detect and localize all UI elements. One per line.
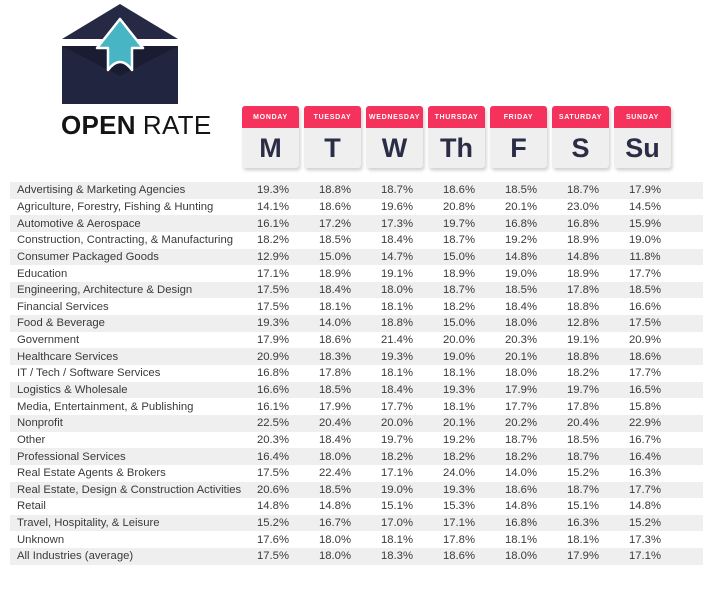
open-rate-value: 18.7%	[504, 433, 538, 446]
open-rate-value: 17.1%	[628, 550, 662, 563]
day-card-sunday	[614, 106, 671, 168]
open-rate-value: 16.8%	[256, 367, 290, 380]
open-rate-value: 18.1%	[442, 367, 476, 380]
open-rate-value: 18.2%	[380, 450, 414, 463]
open-rate-value: 18.0%	[504, 317, 538, 330]
open-rate-value: 20.4%	[566, 417, 600, 430]
open-rate-value: 16.8%	[504, 217, 538, 230]
open-rate-value: 19.3%	[442, 384, 476, 396]
weekday-header-row	[242, 106, 671, 168]
day-abbr-label: S	[571, 132, 590, 163]
open-rate-value: 17.5%	[256, 300, 290, 313]
open-rate-value: 14.1%	[256, 200, 290, 213]
open-rate-value: 18.2%	[566, 367, 600, 380]
open-rate-value: 19.1%	[566, 334, 600, 347]
industry-label: Real Estate, Design & Construction Activities	[17, 483, 242, 496]
open-rate-value: 20.3%	[504, 334, 538, 347]
day-name-label: SATURDAY	[552, 106, 609, 128]
industry-label: Agriculture, Forestry, Fishing & Hunting	[17, 200, 214, 213]
open-rate-value: 17.8%	[566, 284, 600, 297]
open-rate-value: 20.1%	[504, 350, 538, 363]
open-rate-value: 17.5%	[256, 467, 290, 480]
open-rate-value: 18.1%	[566, 533, 600, 546]
open-rate-value: 18.5%	[318, 234, 352, 247]
table-row	[10, 182, 703, 199]
open-rate-value: 17.9%	[318, 400, 352, 413]
industry-label: All Industries (average)	[17, 550, 134, 563]
industry-label: Consumer Packaged Goods	[17, 250, 159, 263]
day-abbr-label: Su	[625, 132, 660, 163]
open-rate-value: 18.5%	[628, 284, 662, 297]
open-rate-value: 18.7%	[442, 234, 476, 247]
open-rate-value: 19.0%	[504, 267, 538, 280]
table-row	[10, 315, 703, 332]
open-rate-value: 18.6%	[504, 483, 538, 496]
day-card-thursday	[428, 106, 485, 168]
open-rate-value: 19.3%	[256, 184, 290, 197]
day-abbr-label: T	[324, 132, 341, 163]
open-rate-value: 16.6%	[628, 300, 662, 313]
open-rate-value: 16.4%	[628, 450, 662, 463]
open-rate-value: 14.8%	[256, 500, 290, 513]
open-rate-value: 17.9%	[628, 184, 662, 197]
open-rate-value: 17.5%	[256, 550, 290, 563]
open-rate-value: 18.3%	[380, 550, 414, 563]
open-rate-value: 20.9%	[628, 334, 662, 347]
open-rate-value: 18.7%	[566, 450, 600, 463]
open-rate-value: 17.9%	[566, 550, 600, 563]
open-rate-value: 18.4%	[318, 433, 352, 446]
open-rate-value: 21.4%	[380, 334, 414, 347]
open-rate-value: 18.1%	[380, 300, 414, 313]
table-row	[10, 465, 703, 482]
open-rate-value: 16.3%	[566, 517, 600, 530]
open-rate-value: 16.7%	[628, 433, 662, 446]
table-row	[10, 298, 703, 315]
industry-label: Nonprofit	[17, 417, 63, 430]
industry-label: Food & Beverage	[17, 317, 105, 330]
open-rate-value: 16.5%	[628, 384, 662, 396]
open-rate-value: 17.0%	[380, 517, 414, 530]
industry-label: Unknown	[17, 533, 65, 546]
open-rate-value: 18.6%	[442, 184, 476, 197]
open-rate-value: 18.7%	[566, 184, 600, 197]
open-rate-value: 18.0%	[380, 284, 414, 297]
table-row	[10, 432, 703, 449]
open-rate-value: 16.4%	[256, 450, 290, 463]
table-row	[10, 199, 703, 216]
table-row	[10, 365, 703, 382]
open-rate-value: 16.1%	[256, 400, 290, 413]
open-rate-value: 15.3%	[442, 500, 476, 513]
envelope-arrow-icon	[60, 2, 180, 106]
day-name-label: WEDNESDAY	[366, 106, 423, 128]
open-rate-value: 15.2%	[256, 517, 290, 530]
open-rate-value: 18.6%	[318, 334, 352, 347]
table-row	[10, 515, 703, 532]
industry-label: Other	[17, 433, 46, 446]
open-rate-value: 18.2%	[442, 300, 476, 313]
open-rate-logo	[60, 2, 180, 106]
open-rate-value: 18.8%	[566, 350, 600, 363]
open-rate-value: 15.2%	[628, 517, 662, 530]
open-rate-value: 14.0%	[318, 317, 352, 330]
table-row	[10, 249, 703, 266]
open-rate-value: 17.1%	[442, 517, 476, 530]
open-rate-value: 19.7%	[442, 217, 476, 230]
open-rate-value: 20.1%	[442, 417, 476, 430]
open-rate-value: 18.0%	[504, 550, 538, 563]
day-card-tuesday	[304, 106, 361, 168]
table-row	[10, 382, 703, 399]
table-row	[10, 348, 703, 365]
open-rate-value: 22.5%	[256, 417, 290, 430]
open-rate-value: 14.0%	[504, 467, 538, 480]
open-rate-value: 15.9%	[628, 217, 662, 230]
open-rate-value: 19.0%	[380, 483, 414, 496]
open-rate-value: 18.5%	[566, 433, 600, 446]
open-rate-value: 15.1%	[380, 500, 414, 513]
open-rate-value: 18.1%	[318, 300, 352, 313]
day-card-monday	[242, 106, 299, 168]
logo-title	[61, 110, 212, 141]
day-card-friday	[490, 106, 547, 168]
open-rate-value: 18.8%	[318, 184, 352, 197]
open-rate-value: 22.9%	[628, 417, 662, 430]
open-rate-table	[10, 182, 703, 565]
open-rate-value: 18.0%	[504, 367, 538, 380]
open-rate-value: 17.9%	[504, 384, 538, 396]
open-rate-value: 15.0%	[442, 250, 476, 263]
open-rate-value: 16.6%	[256, 384, 290, 396]
open-rate-value: 18.0%	[318, 450, 352, 463]
table-row	[10, 498, 703, 515]
industry-label: Travel, Hospitality, & Leisure	[17, 517, 160, 530]
open-rate-value: 19.0%	[442, 350, 476, 363]
open-rate-value: 20.9%	[256, 350, 290, 363]
open-rate-value: 20.0%	[380, 417, 414, 430]
table-row	[10, 531, 703, 548]
table-row	[10, 232, 703, 249]
open-rate-value: 18.2%	[442, 450, 476, 463]
open-rate-value: 12.8%	[566, 317, 600, 330]
logo-title-rate: RATE	[142, 110, 212, 140]
open-rate-value: 14.5%	[628, 200, 662, 213]
open-rate-value: 16.8%	[566, 217, 600, 230]
open-rate-value: 20.2%	[504, 417, 538, 430]
open-rate-value: 19.0%	[628, 234, 662, 247]
industry-label: Logistics & Wholesale	[17, 384, 128, 396]
open-rate-value: 18.7%	[380, 184, 414, 197]
open-rate-value: 18.2%	[504, 450, 538, 463]
open-rate-value: 17.2%	[318, 217, 352, 230]
open-rate-value: 15.0%	[442, 317, 476, 330]
open-rate-value: 20.1%	[504, 200, 538, 213]
open-rate-value: 19.7%	[380, 433, 414, 446]
open-rate-value: 19.3%	[380, 350, 414, 363]
table-row	[10, 332, 703, 349]
open-rate-value: 16.8%	[504, 517, 538, 530]
day-abbr-label: W	[381, 132, 408, 163]
open-rate-value: 19.6%	[380, 200, 414, 213]
open-rate-value: 20.0%	[442, 334, 476, 347]
open-rate-value: 17.5%	[256, 284, 290, 297]
open-rate-value: 18.5%	[504, 184, 538, 197]
industry-label: Construction, Contracting, & Manufacturing	[17, 234, 234, 247]
open-rate-value: 19.3%	[442, 483, 476, 496]
open-rate-value: 18.6%	[318, 200, 352, 213]
industry-label: Retail	[17, 500, 46, 513]
open-rate-value: 20.6%	[256, 483, 290, 496]
open-rate-value: 17.5%	[628, 317, 662, 330]
open-rate-value: 14.8%	[318, 500, 352, 513]
open-rate-value: 19.2%	[442, 433, 476, 446]
open-rate-value: 17.7%	[628, 267, 662, 280]
open-rate-value: 18.9%	[566, 267, 600, 280]
open-rate-value: 17.8%	[566, 400, 600, 413]
open-rate-value: 11.8%	[629, 250, 661, 263]
day-abbr-label: Th	[440, 132, 473, 163]
table-row	[10, 415, 703, 432]
logo-title-open: OPEN	[61, 110, 136, 140]
open-rate-value: 20.8%	[442, 200, 476, 213]
open-rate-value: 18.1%	[442, 400, 476, 413]
open-rate-value: 17.3%	[628, 533, 662, 546]
open-rate-value: 19.3%	[256, 317, 290, 330]
table-row	[10, 265, 703, 282]
open-rate-value: 18.4%	[504, 300, 538, 313]
day-name-label: SUNDAY	[614, 106, 671, 128]
table-row	[10, 548, 703, 565]
open-rate-value: 15.2%	[566, 467, 600, 480]
open-rate-value: 17.7%	[380, 400, 414, 413]
open-rate-value: 18.5%	[504, 284, 538, 297]
open-rate-value: 17.8%	[318, 367, 352, 380]
open-rate-value: 14.8%	[504, 250, 538, 263]
open-rate-value: 18.8%	[566, 300, 600, 313]
open-rate-value: 20.4%	[318, 417, 352, 430]
open-rate-value: 18.7%	[566, 483, 600, 496]
open-rate-value: 18.0%	[318, 533, 352, 546]
open-rate-value: 19.2%	[504, 234, 538, 247]
open-rate-value: 18.5%	[318, 483, 352, 496]
industry-label: Professional Services	[17, 450, 126, 463]
industry-label: Real Estate Agents & Brokers	[17, 467, 166, 480]
open-rate-value: 15.8%	[628, 400, 662, 413]
industry-label: IT / Tech / Software Services	[17, 367, 161, 380]
industry-label: Automotive & Aerospace	[17, 217, 141, 230]
day-abbr-label: F	[510, 132, 527, 163]
open-rate-value: 17.6%	[256, 533, 290, 546]
open-rate-value: 17.1%	[380, 467, 414, 480]
open-rate-value: 22.4%	[318, 467, 352, 480]
open-rate-value: 23.0%	[566, 200, 600, 213]
industry-label: Engineering, Architecture & Design	[17, 284, 193, 297]
open-rate-value: 24.0%	[442, 467, 476, 480]
open-rate-value: 18.9%	[318, 267, 352, 280]
day-card-saturday	[552, 106, 609, 168]
open-rate-value: 18.4%	[380, 384, 414, 396]
open-rate-value: 16.1%	[256, 217, 290, 230]
open-rate-value: 20.3%	[256, 433, 290, 446]
open-rate-value: 14.8%	[628, 500, 662, 513]
day-name-label: MONDAY	[242, 106, 299, 128]
open-rate-value: 18.6%	[628, 350, 662, 363]
open-rate-value: 18.1%	[380, 367, 414, 380]
open-rate-value: 14.8%	[566, 250, 600, 263]
open-rate-value: 15.1%	[566, 500, 600, 513]
open-rate-value: 18.2%	[256, 234, 290, 247]
open-rate-value: 15.0%	[318, 250, 352, 263]
open-rate-value: 18.9%	[442, 267, 476, 280]
open-rate-value: 12.9%	[256, 250, 290, 263]
day-name-label: FRIDAY	[490, 106, 547, 128]
open-rate-value: 16.7%	[318, 517, 352, 530]
open-rate-value: 17.1%	[256, 267, 290, 280]
open-rate-value: 18.5%	[318, 384, 352, 396]
day-abbr-label: M	[259, 132, 282, 163]
open-rate-value: 16.3%	[628, 467, 662, 480]
open-rate-value: 18.7%	[442, 284, 476, 297]
open-rate-value: 14.8%	[504, 500, 538, 513]
day-name-label: THURSDAY	[428, 106, 485, 128]
open-rate-value: 18.8%	[380, 317, 414, 330]
industry-label: Healthcare Services	[17, 350, 119, 363]
open-rate-value: 17.3%	[380, 217, 414, 230]
industry-label: Financial Services	[17, 300, 109, 313]
industry-label: Government	[17, 334, 80, 347]
open-rate-value: 17.7%	[628, 483, 662, 496]
open-rate-value: 18.4%	[380, 234, 414, 247]
open-rate-value: 18.1%	[380, 533, 414, 546]
open-rate-value: 18.6%	[442, 550, 476, 563]
open-rate-value: 18.1%	[504, 533, 538, 546]
table-row	[10, 398, 703, 415]
open-rate-value: 19.1%	[380, 267, 414, 280]
table-row	[10, 482, 703, 499]
open-rate-value: 18.3%	[318, 350, 352, 363]
table-row	[10, 282, 703, 299]
open-rate-value: 19.7%	[566, 384, 600, 396]
open-rate-value: 17.7%	[628, 367, 662, 380]
table-row	[10, 215, 703, 232]
industry-label: Media, Entertainment, & Publishing	[17, 400, 194, 413]
industry-label: Education	[17, 267, 68, 280]
open-rate-value: 14.7%	[380, 250, 414, 263]
open-rate-value: 17.8%	[442, 533, 476, 546]
industry-label: Advertising & Marketing Agencies	[17, 184, 186, 197]
open-rate-value: 17.7%	[504, 400, 538, 413]
day-card-wednesday	[366, 106, 423, 168]
table-row	[10, 448, 703, 465]
open-rate-value: 18.9%	[566, 234, 600, 247]
open-rate-value: 18.4%	[318, 284, 352, 297]
day-name-label: TUESDAY	[304, 106, 361, 128]
open-rate-value: 17.9%	[256, 334, 290, 347]
open-rate-value: 18.0%	[318, 550, 352, 563]
